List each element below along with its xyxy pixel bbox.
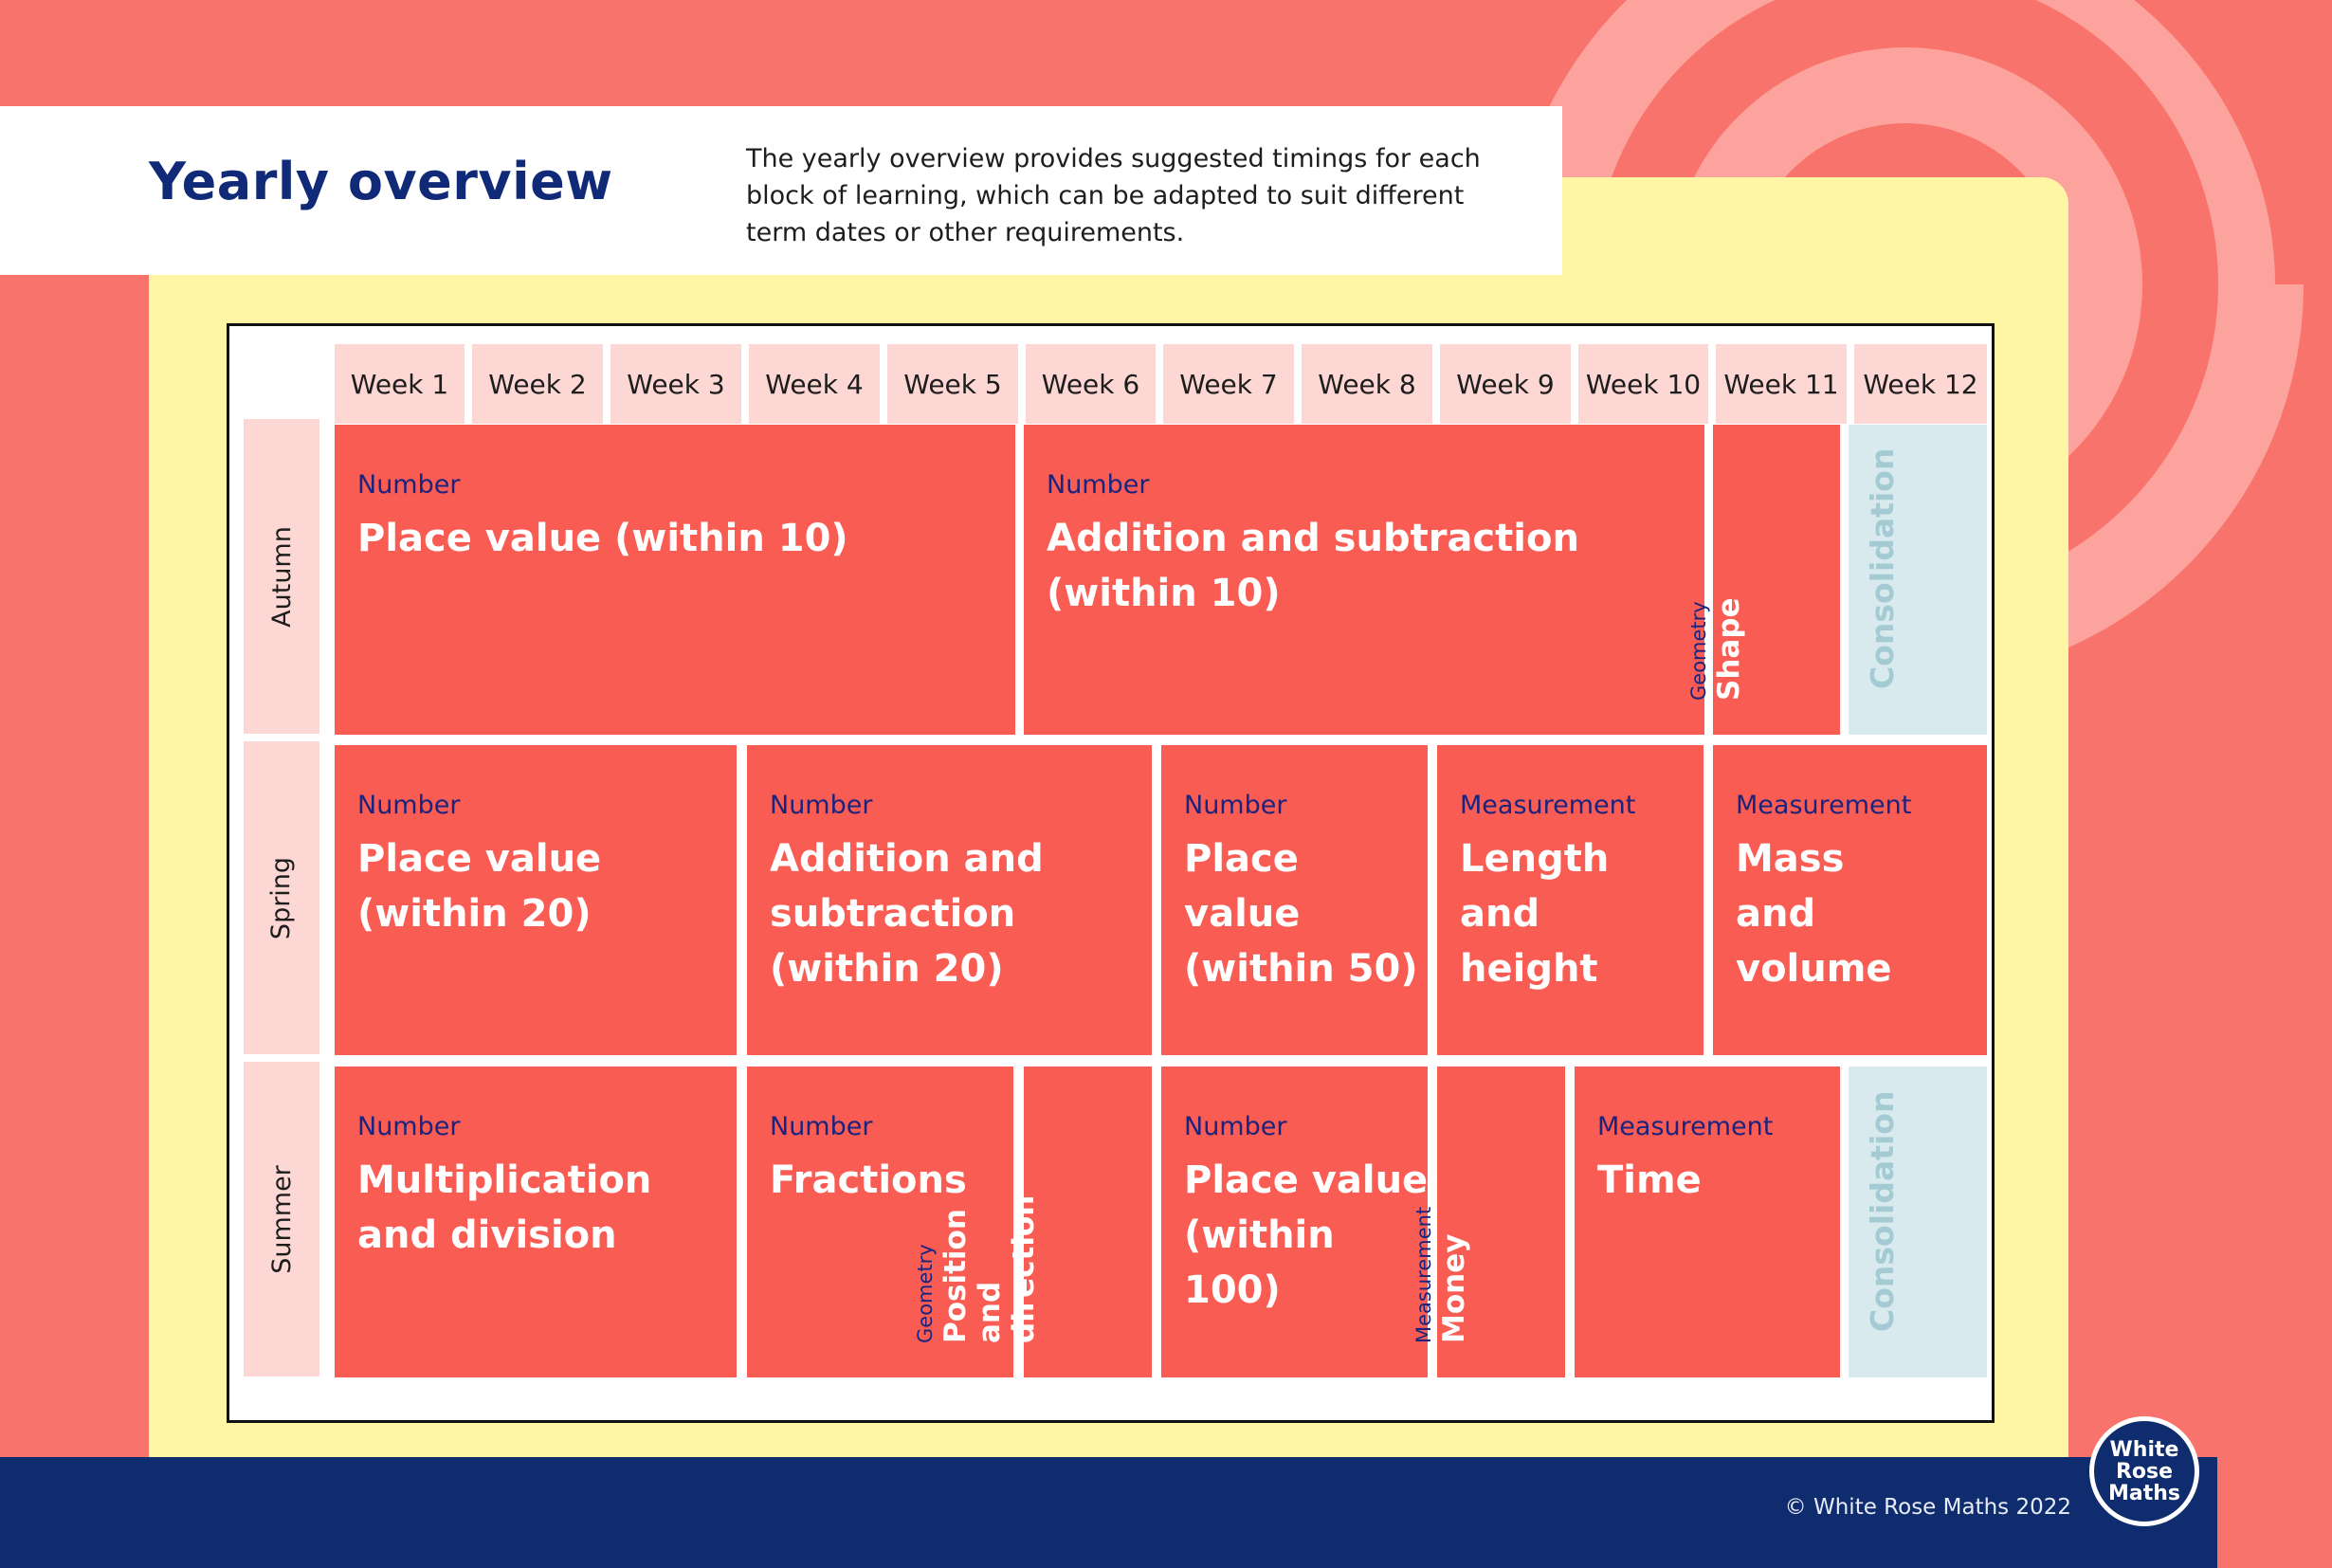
white-rose-maths-logo: White Rose Maths [2089, 1416, 2199, 1526]
block-summer-multiplication-division: Number Multiplication and division [335, 1067, 737, 1377]
block-summer-position-direction: Geometry Position and direction [1024, 1067, 1152, 1377]
week-header-8: Week 8 [1302, 344, 1432, 424]
term-label-spring: Spring [244, 741, 319, 1054]
block-summer-money: Measurement Money [1437, 1067, 1565, 1377]
block-summer-time: Measurement Time [1575, 1067, 1840, 1377]
block-autumn-addition-subtraction: Number Addition and subtraction (within 10) [1024, 425, 1704, 735]
week-header-3: Week 3 [610, 344, 741, 424]
block-spring-addition-subtraction: Number Addition and subtraction (within 20) [747, 745, 1152, 1055]
week-header-5: Week 5 [887, 344, 1018, 424]
footer-bar [0, 1457, 2217, 1568]
week-header-4: Week 4 [749, 344, 880, 424]
block-autumn-shape: Geometry Shape [1713, 425, 1840, 735]
block-summer-place-value-100: Number Place value (within 100) [1161, 1067, 1428, 1377]
block-spring-place-value-50: Number Place value (within 50) [1161, 745, 1428, 1055]
week-header-7: Week 7 [1163, 344, 1294, 424]
week-header-1: Week 1 [335, 344, 465, 424]
block-autumn-place-value: Number Place value (within 10) [335, 425, 1015, 735]
block-spring-length-height: Measurement Length and height [1437, 745, 1703, 1055]
page-title: Yearly overview [149, 152, 613, 211]
block-spring-mass-volume: Measurement Mass and volume [1713, 745, 1987, 1055]
week-header-9: Week 9 [1440, 344, 1571, 424]
copyright-text: © White Rose Maths 2022 [1784, 1495, 2071, 1520]
term-label-autumn: Autumn [244, 419, 319, 734]
term-label-summer: Summer [244, 1062, 319, 1377]
week-header-6: Week 6 [1026, 344, 1156, 424]
block-spring-place-value-20: Number Place value (within 20) [335, 745, 737, 1055]
week-header-11: Week 11 [1716, 344, 1847, 424]
block-summer-consolidation: Consolidation [1849, 1067, 1987, 1377]
week-header-10: Week 10 [1578, 344, 1708, 424]
intro-text: The yearly overview provides suggested timings for each block of learning, which can be adapted to suit different term dates or other requirements. [746, 144, 1481, 247]
week-header-2: Week 2 [472, 344, 603, 424]
overview-grid [227, 323, 1995, 1423]
block-summer-fractions: Number Fractions [747, 1067, 1013, 1377]
week-header-12: Week 12 [1854, 344, 1987, 424]
block-autumn-consolidation: Consolidation [1849, 425, 1987, 735]
